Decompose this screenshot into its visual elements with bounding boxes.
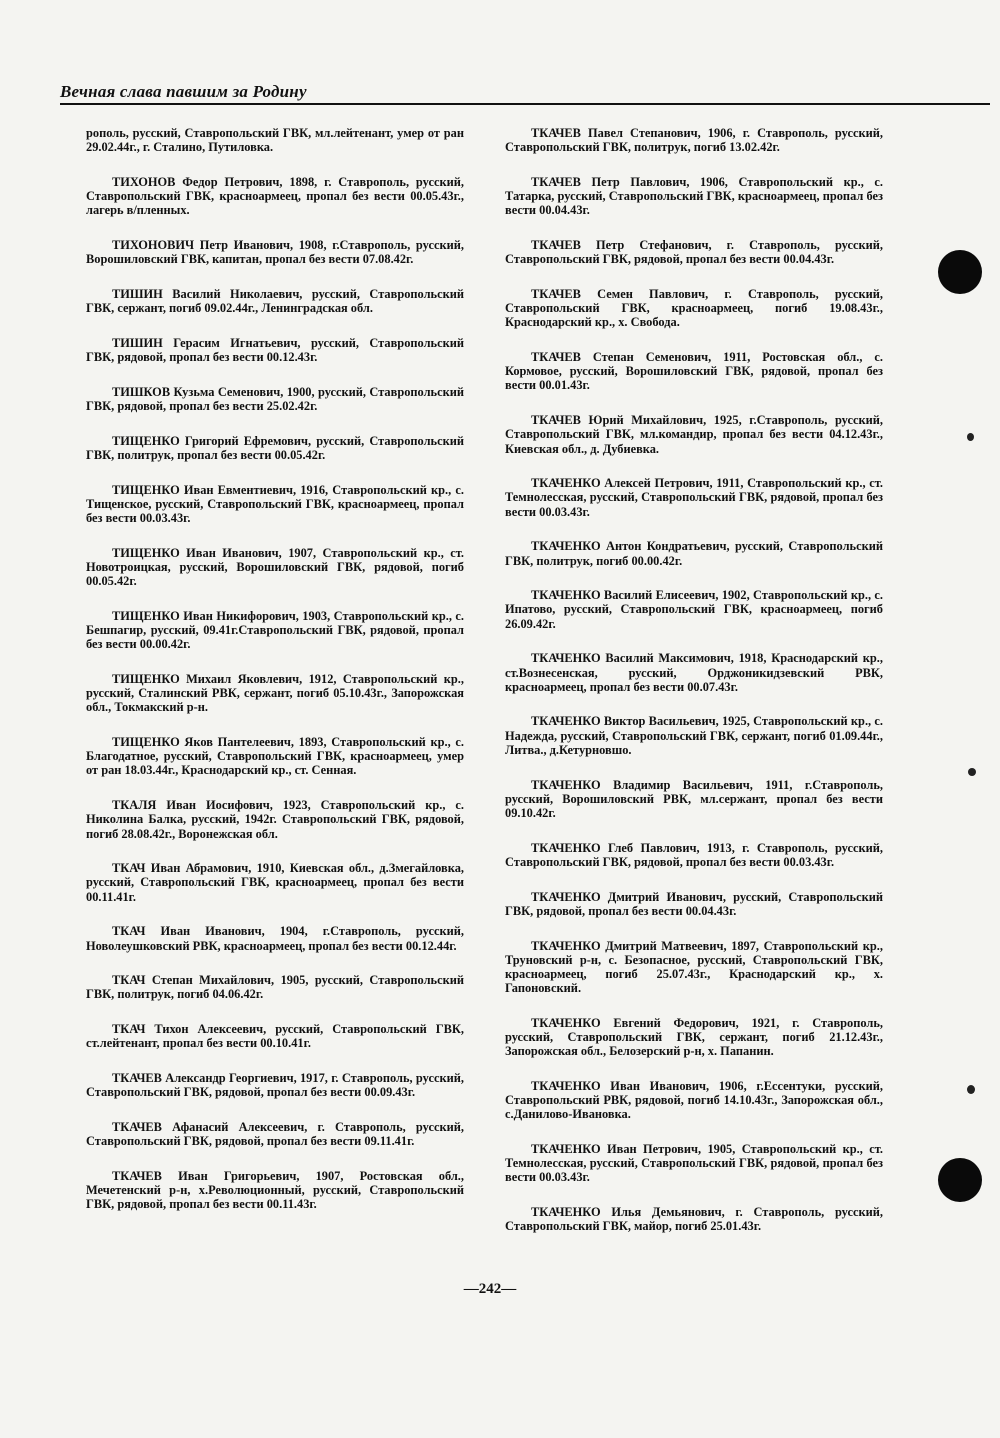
record-entry: ТКАЧЕНКО Виктор Васильевич, 1925, Ставропольский кр., с. Надежда, русский, Ставропольский ГВК, сержант, погиб 01.09.44г., Литва., д.Кетурновшо. <box>505 714 883 757</box>
record-entry: ТКАЧЕВ Павел Степанович, 1906, г. Ставрополь, русский, Ставропольский ГВК, политрук, погиб 13.02.42г. <box>505 126 883 155</box>
record-entry: ТИЩЕНКО Михаил Яковлевич, 1912, Ставропольский кр., русский, Сталинский РВК, сержант, погиб 05.10.43г., Запорожская обл., Токмакский р-н. <box>86 671 464 715</box>
record-entry: ТКАЧЕНКО Глеб Павлович, 1913, г. Ставрополь, русский, Ставропольский ГВК, рядовой, пропал без вести 00.03.43г. <box>505 840 883 869</box>
record-entry: ТКАЧЕНКО Василий Максимович, 1918, Краснодарский кр., ст.Вознесенская, русский, Орджоникидзевский РВК, красноармеец, пропал без вести 00.07.43г. <box>505 651 883 694</box>
record-entry: ТИЩЕНКО Иван Никифорович, 1903, Ставропольский кр., с. Бешпагир, русский, 09.41г.Ставропольский ГВК, рядовой, пропал без вести 00.00.42г. <box>86 608 464 652</box>
header-title: Вечная слава павшим за Родину <box>60 82 307 101</box>
record-entry: ТКАЧЕВ Семен Павлович, г. Ставрополь, русский, Ставропольский ГВК, красноармеец, погиб 19.08.43г., Краснодарский кр., х. Свобода. <box>505 286 883 330</box>
header-rule <box>60 103 990 105</box>
punch-hole-top <box>938 250 982 294</box>
record-entry: ТКАЧЕНКО Иван Петрович, 1905, Ставропольский кр., ст. Темнолесская, русский, Ставропольский ГВК, рядовой, пропал без вести 00.03.43г. <box>505 1142 883 1185</box>
record-entry: ТКАЧ Иван Иванович, 1904, г.Ставрополь, русский, Новолеушковский РВК, красноармеец, пропал без вести 00.12.44г. <box>86 924 464 953</box>
record-entry: ТКАЧЕВ Юрий Михайлович, 1925, г.Ставрополь, русский, Ставропольский ГВК, мл.командир, пропал без вести 04.12.43г., Киевская обл., д. Дубиевка. <box>505 413 883 456</box>
record-entry: ТКАЧЕНКО Антон Кондратьевич, русский, Ставропольский ГВК, политрук, погиб 00.00.42г. <box>505 539 883 568</box>
record-entry: ТКАЧЕВ Афанасий Алексеевич, г. Ставрополь, русский, Ставропольский ГВК, рядовой, пропал без вести 09.11.41г. <box>86 1119 464 1149</box>
record-entry: ТКАЧЕВ Степан Семенович, 1911, Ростовская обл., с. Кормовое, русский, Ворошиловский ГВК, рядовой, пропал без вести 00.01.43г. <box>505 350 883 393</box>
record-entry: ТКАЧЕНКО Алексей Петрович, 1911, Ставропольский кр., ст. Темнолесская, русский, Ставропольский ГВК, рядовой, пропал без вести 00.03.43г. <box>505 476 883 519</box>
punch-hole-bottom <box>938 1158 982 1202</box>
record-entry: ТИХОНОВ Федор Петрович, 1898, г. Ставрополь, русский, Ставропольский ГВК, красноармеец, пропал без вести 00.05.43г., лагерь в/пленных. <box>86 174 464 218</box>
record-entry: ТКАЧ Тихон Алексеевич, русский, Ставропольский ГВК, ст.лейтенант, пропал без вести 00.10.41г. <box>86 1022 464 1051</box>
record-entry: ТИЩЕНКО Иван Евментиевич, 1916, Ставропольский кр., с. Тищенское, русский, Ставропольский ГВК, красноармеец, пропал без вести 00.03.43г. <box>86 482 464 525</box>
record-entry: ТИШИН Василий Николаевич, русский, Ставропольский ГВК, сержант, погиб 09.02.44г., Ленинградская обл. <box>86 286 464 316</box>
record-entry: ТКАЧЕНКО Дмитрий Иванович, русский, Ставропольский ГВК, рядовой, пропал без вести 00.04.43г. <box>505 889 883 918</box>
record-entry: ТКАЧЕНКО Евгений Федорович, 1921, г. Ставрополь, русский, Ставропольский ГВК, сержант, погиб 21.12.43г., Запорожская обл., Белозерский р-н, х. Папанин. <box>505 1015 883 1059</box>
record-entry: ТКАЧЕНКО Илья Демьянович, г. Ставрополь, русский, Ставропольский ГВК, майор, погиб 25.01.43г. <box>505 1205 883 1234</box>
record-entry: ТКАЧЕНКО Иван Иванович, 1906, г.Ессентуки, русский, Ставропольский РВК, рядовой, погиб 14.10.43г., Запорожская обл., с.Данилово-Ивановка. <box>505 1078 883 1122</box>
ink-speck <box>968 768 976 776</box>
record-entry: ТКАЧЕНКО Василий Елисеевич, 1902, Ставропольский кр., с. Ипатово, русский, Ставропольский ГВК, красноармеец, погиб 26.09.42г. <box>505 588 883 631</box>
record-entry: ТИШИН Герасим Игнатьевич, русский, Ставропольский ГВК, рядовой, пропал без вести 00.12.43г. <box>86 335 464 365</box>
record-entry: ТИЩЕНКО Яков Пантелеевич, 1893, Ставропольский кр., с. Благодатное, русский, Ставропольский ГВК, красноармеец, умер от ран 18.03.44г., Краснодарский кр., ст. Сенная. <box>86 734 464 778</box>
right-column <box>505 126 883 1254</box>
record-entry: ТКАЧЕВ Иван Григорьевич, 1907, Ростовская обл., Мечетенский р-н, х.Революционный, русский, Ставропольский ГВК, рядовой, пропал без вести 00.11.43г. <box>86 1168 464 1212</box>
record-entry: ТКАЧЕВ Александр Георгиевич, 1917, г. Ставрополь, русский, Ставропольский ГВК, рядовой, пропал без вести 00.09.43г. <box>86 1071 464 1100</box>
record-entry: ТКАЧЕНКО Дмитрий Матвеевич, 1897, Ставропольский кр., Труновский р-н, с. Безопасное, русский, Ставропольский ГВК, красноармеец, погиб 25.07.43г., Краснодарский кр., х. Гапоновский. <box>505 938 883 996</box>
record-entry: ТИХОНОВИЧ Петр Иванович, 1908, г.Ставрополь, русский, Ворошиловский ГВК, капитан, пропал без вести 07.08.42г. <box>86 238 464 267</box>
record-entry: ТКАЧЕВ Петр Стефанович, г. Ставрополь, русский, Ставропольский ГВК, рядовой, пропал без вести 00.04.43г. <box>505 238 883 267</box>
page-number: —242— <box>463 1281 517 1297</box>
record-entry: рополь, русский, Ставропольский ГВК, мл.лейтенант, умер от ран 29.02.44г., г. Сталино, Путиловка. <box>86 126 464 155</box>
record-entry: ТИЩЕНКО Григорий Ефремович, русский, Ставропольский ГВК, политрук, пропал без вести 00.05.42г. <box>86 433 464 462</box>
left-column <box>86 126 464 1232</box>
record-entry: ТКАЛЯ Иван Иосифович, 1923, Ставропольский кр., с. Николина Балка, русский, 1942г. Ставропольский ГВК, рядовой, погиб 28.08.42г., Воронежская обл. <box>86 798 464 841</box>
record-entry: ТКАЧЕВ Петр Павлович, 1906, Ставропольский кр., с. Татарка, русский, Ставропольский ГВК, красноармеец, пропал без вести 00.04.43г. <box>505 174 883 218</box>
record-entry: ТИШКОВ Кузьма Семенович, 1900, русский, Ставропольский ГВК, рядовой, пропал без вести 25.02.42г. <box>86 384 464 413</box>
record-entry: ТКАЧ Степан Михайлович, 1905, русский, Ставропольский ГВК, политрук, погиб 04.06.42г. <box>86 973 464 1002</box>
ink-speck <box>967 433 974 441</box>
record-entry: ТКАЧ Иван Абрамович, 1910, Киевская обл., д.Змегайловка, русский, Ставропольский ГВК, красноармеец, пропал без вести 00.11.41г. <box>86 861 464 904</box>
record-entry: ТКАЧЕНКО Владимир Васильевич, 1911, г.Ставрополь, русский, Ворошиловский РВК, мл.сержант, пропал без вести 09.10.42г. <box>505 777 883 820</box>
page-header <box>60 82 990 102</box>
ink-speck <box>967 1085 975 1094</box>
record-entry: ТИЩЕНКО Иван Иванович, 1907, Ставропольский кр., ст. Новотроицкая, русский, Ворошиловский ГВК, рядовой, погиб 00.05.42г. <box>86 545 464 589</box>
